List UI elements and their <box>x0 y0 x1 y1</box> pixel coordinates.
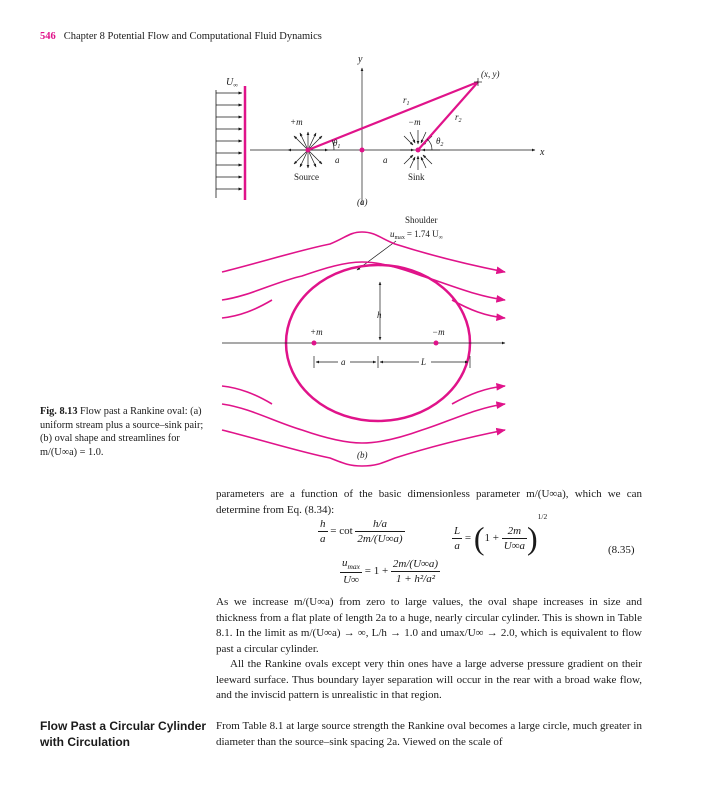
part-a-label: (a) <box>357 197 368 207</box>
shoulder-label: Shoulder <box>405 215 438 225</box>
sink-strength-label: −m <box>408 117 421 127</box>
equation-L-over-a: $\frac{L}{a}$ = (1 + $\frac{2m}{U\infty a}$ )$^{1/2}$ <box>454 512 548 556</box>
h-label: h <box>377 310 382 320</box>
source-point <box>306 148 311 153</box>
r2-label: $r_2$ <box>455 112 462 124</box>
source-point-b <box>312 341 317 346</box>
source-strength-label-b: +m <box>310 327 323 337</box>
caption-text: Flow past a Rankine oval: (a) uniform stream plus a source–sink pair; (b) oval shape and streamlines for m/(U∞a) = 1.0. <box>40 406 204 458</box>
source-label: Source <box>294 172 319 182</box>
r2-line <box>418 82 478 150</box>
sink-strength-label-b: −m <box>432 327 445 337</box>
origin-point <box>360 148 365 153</box>
sink-label: Sink <box>408 172 425 182</box>
equation-number: (8.35) <box>608 544 635 556</box>
x-axis-label: x <box>540 147 545 158</box>
paragraph-3: All the Rankine ovals except very thin ones have a large adverse pressure gradient on their leeward surface. Thus boundary layer separation will occur in the rear with a broad wake flow, and the inviscid pattern is unrealistic in that region. <box>216 658 642 701</box>
paragraph-4: From Table 8.1 at large source strength the Rankine oval becomes a large circle, much greater in diameter than the source–sink spacing 2a. Viewed on the scale of <box>216 720 642 748</box>
a-right-label: a <box>383 155 388 165</box>
page-number: 546 <box>40 31 56 42</box>
figure-a <box>216 54 545 207</box>
running-title: Chapter 8 Potential Flow and Computational Fluid Dynamics <box>63 31 322 42</box>
a-left-label: a <box>335 155 340 165</box>
caption-number: Fig. 8.13 <box>40 406 78 417</box>
sink-point <box>416 148 421 153</box>
r1-label: $r_1$ <box>403 95 410 107</box>
paragraph-2: As we increase m/(U∞a) from zero to large values, the oval shape increases in size and thickness from a flat plate of length 2a to a huge, nearly circular cylinder. This is shown in Table 8.1. In the limit as m/(U∞a) → ∞, L/h → 1.0 and umax/U∞ → 2.0, which is equivalent to flow past a circular cylinder. All the Rankine ovals except very thin ones have a large adverse pressure gradient on their leeward surface. Thus boundary layer separation will occur in the rear with a broad wake flow, and the inviscid pattern is unrealistic in that region. <box>216 595 642 704</box>
y-axis-label: y <box>358 54 363 65</box>
equation-umax: $\frac{u_{max}}{U\infty}$ = 1 + $\frac{2m/(U\infty a)}{\text{1 + h²/a²}}$ <box>342 557 439 587</box>
theta1-label: $\theta_1$ <box>333 138 341 150</box>
paragraph-1: parameters are a function of the basic dimensionless parameter m/(U∞a), which we can determine from Eq. (8.34): <box>216 488 642 516</box>
side-heading: Flow Past a Circular Cylinder with Circulation <box>40 719 207 749</box>
a-label-b: a <box>341 357 346 367</box>
figure-caption <box>40 405 215 459</box>
sink-point-b <box>434 341 439 346</box>
uniform-stream-arrows <box>216 93 242 189</box>
figure-b <box>222 215 505 466</box>
theta2-label: $\theta_2$ <box>436 136 444 148</box>
L-label: L <box>421 357 427 367</box>
equation-h-over-a: $\frac{h}{a}$ = cot $\frac{h/a}{2m/(U\infty a)}$ <box>320 518 403 545</box>
source-strength-label: +m <box>290 117 303 127</box>
part-b-label: (b) <box>357 450 368 460</box>
umax-label: $u_{max} = 1.74$ $U_\infty$ <box>390 229 443 241</box>
u-infinity-label: $U_\infty$ <box>226 77 238 89</box>
point-label: (x, y) <box>481 69 500 79</box>
